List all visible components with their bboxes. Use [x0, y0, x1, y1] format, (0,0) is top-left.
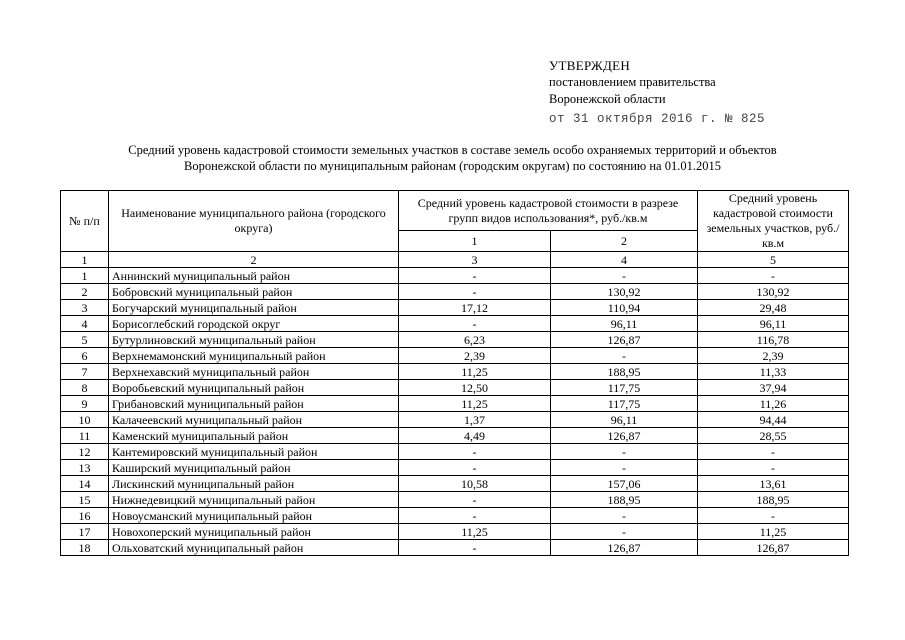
- row-average: 11,33: [698, 364, 849, 380]
- row-group-2: 126,87: [551, 428, 698, 444]
- row-name: Кантемировский муниципальный район: [109, 444, 399, 460]
- header-num: № п/п: [61, 191, 109, 252]
- approval-block: [549, 57, 765, 128]
- row-group-2: 117,75: [551, 396, 698, 412]
- row-group-1: 17,12: [399, 300, 551, 316]
- row-average: 94,44: [698, 412, 849, 428]
- table-row: [61, 508, 849, 524]
- cadastral-value-table: [60, 190, 849, 556]
- row-name: Новоусманский муниципальный район: [109, 508, 399, 524]
- row-average: 126,87: [698, 540, 849, 556]
- row-group-1: 4,49: [399, 428, 551, 444]
- row-group-1: 11,25: [399, 524, 551, 540]
- row-name: Грибановский муниципальный район: [109, 396, 399, 412]
- row-group-1: -: [399, 540, 551, 556]
- table-row: [61, 412, 849, 428]
- row-group-1: 12,50: [399, 380, 551, 396]
- row-group-2: -: [551, 348, 698, 364]
- table-row: [61, 332, 849, 348]
- row-group-2: 96,11: [551, 316, 698, 332]
- row-average: 11,26: [698, 396, 849, 412]
- table-row: [61, 476, 849, 492]
- row-group-2: 126,87: [551, 540, 698, 556]
- row-name: Бобровский муниципальный район: [109, 284, 399, 300]
- row-number: 11: [61, 428, 109, 444]
- row-average: 37,94: [698, 380, 849, 396]
- approval-line-2: Воронежской области: [549, 92, 666, 106]
- row-group-2: -: [551, 444, 698, 460]
- row-name: Каширский муниципальный район: [109, 460, 399, 476]
- col-number: 4: [551, 252, 698, 268]
- row-number: 14: [61, 476, 109, 492]
- row-average: 188,95: [698, 492, 849, 508]
- row-number: 6: [61, 348, 109, 364]
- row-average: 96,11: [698, 316, 849, 332]
- row-average: 28,55: [698, 428, 849, 444]
- row-average: 130,92: [698, 284, 849, 300]
- col-number: 1: [61, 252, 109, 268]
- table-header-row: [61, 191, 849, 231]
- row-name: Калачеевский муниципальный район: [109, 412, 399, 428]
- table-row: [61, 300, 849, 316]
- title-line-1: Средний уровень кадастровой стоимости земельных участков в составе земель особо охраняемых территорий и объектов: [128, 143, 777, 157]
- row-group-1: -: [399, 268, 551, 284]
- row-group-1: -: [399, 316, 551, 332]
- row-name: Каменский муниципальный район: [109, 428, 399, 444]
- row-group-1: -: [399, 460, 551, 476]
- row-number: 10: [61, 412, 109, 428]
- row-group-2: 188,95: [551, 492, 698, 508]
- row-name: Лискинский муниципальный район: [109, 476, 399, 492]
- row-group-1: 10,58: [399, 476, 551, 492]
- row-average: -: [698, 508, 849, 524]
- header-sub-1: 1: [399, 231, 551, 252]
- row-group-1: 6,23: [399, 332, 551, 348]
- row-name: Богучарский муниципальный район: [109, 300, 399, 316]
- table-row: [61, 460, 849, 476]
- row-group-1: 2,39: [399, 348, 551, 364]
- row-number: 8: [61, 380, 109, 396]
- row-group-2: 130,92: [551, 284, 698, 300]
- row-number: 17: [61, 524, 109, 540]
- table-row: [61, 268, 849, 284]
- header-group: Средний уровень кадастровой стоимости в разрезе групп видов использования*, руб./кв.м: [399, 191, 698, 231]
- row-number: 4: [61, 316, 109, 332]
- row-group-1: -: [399, 508, 551, 524]
- table-row: [61, 428, 849, 444]
- row-group-1: 11,25: [399, 396, 551, 412]
- row-average: 13,61: [698, 476, 849, 492]
- approval-heading: УТВЕРЖДЕН: [549, 58, 631, 73]
- row-name: Борисоглебский городской округ: [109, 316, 399, 332]
- row-group-2: 117,75: [551, 380, 698, 396]
- row-group-2: -: [551, 460, 698, 476]
- header-name: Наименование муниципального района (городского округа): [109, 191, 399, 252]
- document-title: [60, 142, 845, 174]
- table-row: [61, 524, 849, 540]
- col-number: 5: [698, 252, 849, 268]
- row-number: 13: [61, 460, 109, 476]
- row-group-2: -: [551, 508, 698, 524]
- row-name: Нижнедевицкий муниципальный район: [109, 492, 399, 508]
- column-number-row: [61, 252, 849, 268]
- row-group-2: 126,87: [551, 332, 698, 348]
- row-number: 16: [61, 508, 109, 524]
- approval-line-1: постановлением правительства: [549, 75, 716, 89]
- row-group-2: 157,06: [551, 476, 698, 492]
- row-group-2: 96,11: [551, 412, 698, 428]
- row-number: 9: [61, 396, 109, 412]
- row-group-1: 11,25: [399, 364, 551, 380]
- row-group-1: -: [399, 444, 551, 460]
- row-name: Ольховатский муниципальный район: [109, 540, 399, 556]
- row-average: 29,48: [698, 300, 849, 316]
- row-average: 2,39: [698, 348, 849, 364]
- row-average: 11,25: [698, 524, 849, 540]
- row-number: 5: [61, 332, 109, 348]
- row-group-1: -: [399, 284, 551, 300]
- header-avg: Средний уровень кадастровой стоимости земельных участков, руб./кв.м: [698, 191, 849, 252]
- row-group-1: -: [399, 492, 551, 508]
- row-number: 12: [61, 444, 109, 460]
- table-row: [61, 380, 849, 396]
- col-number: 3: [399, 252, 551, 268]
- table-row: [61, 364, 849, 380]
- row-average: -: [698, 268, 849, 284]
- table-row: [61, 492, 849, 508]
- row-group-2: -: [551, 268, 698, 284]
- row-name: Верхнемамонский муниципальный район: [109, 348, 399, 364]
- table-row: [61, 284, 849, 300]
- row-number: 7: [61, 364, 109, 380]
- row-name: Верхнехавский муниципальный район: [109, 364, 399, 380]
- row-number: 1: [61, 268, 109, 284]
- col-number: 2: [109, 252, 399, 268]
- table-row: [61, 396, 849, 412]
- row-group-2: 188,95: [551, 364, 698, 380]
- row-average: 116,78: [698, 332, 849, 348]
- table-row: [61, 316, 849, 332]
- row-name: Новохоперский муниципальный район: [109, 524, 399, 540]
- header-sub-2: 2: [551, 231, 698, 252]
- row-name: Аннинский муниципальный район: [109, 268, 399, 284]
- row-group-1: 1,37: [399, 412, 551, 428]
- row-number: 18: [61, 540, 109, 556]
- row-group-2: 110,94: [551, 300, 698, 316]
- row-average: -: [698, 444, 849, 460]
- row-group-2: -: [551, 524, 698, 540]
- table-row: [61, 348, 849, 364]
- row-number: 2: [61, 284, 109, 300]
- table-row: [61, 444, 849, 460]
- title-line-2: Воронежской области по муниципальным районам (городским округам) по состоянию на 01.01.2015: [184, 159, 721, 173]
- row-name: Бутурлиновский муниципальный район: [109, 332, 399, 348]
- row-name: Воробьевский муниципальный район: [109, 380, 399, 396]
- row-number: 3: [61, 300, 109, 316]
- row-number: 15: [61, 492, 109, 508]
- table-row: [61, 540, 849, 556]
- row-average: -: [698, 460, 849, 476]
- approval-stamp: от 31 октября 2016 г. № 825: [549, 112, 766, 126]
